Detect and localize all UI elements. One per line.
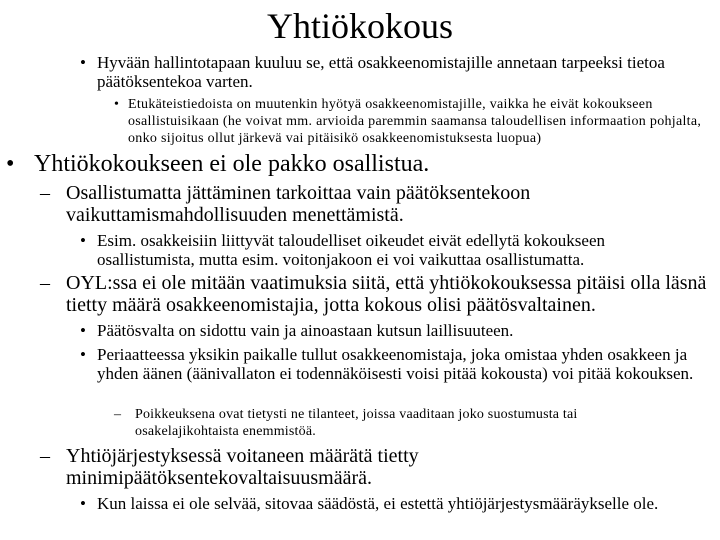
sub-sub-text: Poikkeuksena ovat tietysti ne tilanteet, joissa vaaditaan joko suostumusta tai osakelajikohtaista enemmistöä. bbox=[135, 407, 578, 439]
main-text: Yhtiökokoukseen ei ole pakko osallistua. bbox=[34, 151, 430, 177]
sub-item bbox=[80, 231, 680, 269]
sub-text: Periaatteessa yksikin paikalle tullut osakkeenomistaja, joka omistaa yhden osakkeen ja yhden äänen (äänivallaton ei todennäköisesti voisi pitää kokousta) voi pitää kokouksen. bbox=[97, 345, 694, 383]
point-text: Osallistumatta jättäminen tarkoittaa vain päätöksentekoon vaikuttamismahdollisuuden menettämistä. bbox=[66, 182, 531, 226]
dash-marker: – bbox=[40, 445, 50, 467]
bullet-marker: • bbox=[80, 345, 86, 364]
point-text: OYL:ssa ei ole mitään vaatimuksia siitä, että yhtiökokouksessa pitäisi olla läsnä tietty määrä osakkeenomistajia, jotta kokous olisi päätösvaltainen. bbox=[66, 272, 707, 316]
sub-item bbox=[80, 494, 710, 513]
point-item bbox=[40, 182, 640, 226]
intro-sub-text: Etukäteistiedoista on muutenkin hyötyä osakkeenomistajille, vaikka he eivät kokoukseen osallistuisikaan (he voivat mm. arvioida paremmin saamansa taloudellisen informaation pohjalta, onko sijoitus ollut järkevä vai pitäisikö osakkeenomistuksesta luopua) bbox=[128, 97, 702, 146]
dash-marker: – bbox=[40, 272, 50, 294]
dash-marker: – bbox=[114, 407, 122, 422]
sub-text: Esim. osakkeisiin liittyvät taloudelliset oikeudet eivät edellytä kokoukseen osallistumista, mutta esim. voitonjakoon ei voi vaikuttaa osallistumatta. bbox=[97, 231, 605, 269]
point-item bbox=[40, 445, 560, 489]
sub-item bbox=[80, 345, 710, 383]
intro-text: Hyvään hallintotapaan kuuluu se, että osakkeenomistajille annetaan tarpeeksi tietoa päätöksentekoa varten. bbox=[97, 53, 665, 91]
bullet-marker: • bbox=[80, 53, 86, 72]
intro-bullet bbox=[80, 53, 700, 91]
sub-item bbox=[80, 321, 700, 340]
main-bullet bbox=[6, 151, 706, 177]
sub-text: Päätösvalta on sidottu vain ja ainoastaan kutsun laillisuuteen. bbox=[97, 321, 514, 340]
dash-marker: – bbox=[40, 182, 50, 204]
sub-sub-item bbox=[114, 406, 674, 440]
point-text: Yhtiöjärjestyksessä voitaneen määrätä tietty minimipäätöksentekovaltaisuusmäärä. bbox=[66, 445, 419, 489]
bullet-marker: • bbox=[80, 321, 86, 340]
bullet-marker: • bbox=[114, 97, 120, 112]
sub-text: Kun laissa ei ole selvää, sitovaa säädöstä, ei estettä yhtiöjärjestysmääräykselle ole. bbox=[97, 494, 659, 513]
bullet-marker: • bbox=[80, 494, 86, 513]
bullet-marker: • bbox=[80, 231, 86, 250]
point-item bbox=[40, 272, 720, 316]
intro-sub-bullet bbox=[114, 96, 704, 147]
slide-title: Yhtiökokous bbox=[266, 6, 453, 46]
bullet-marker: • bbox=[6, 151, 15, 177]
